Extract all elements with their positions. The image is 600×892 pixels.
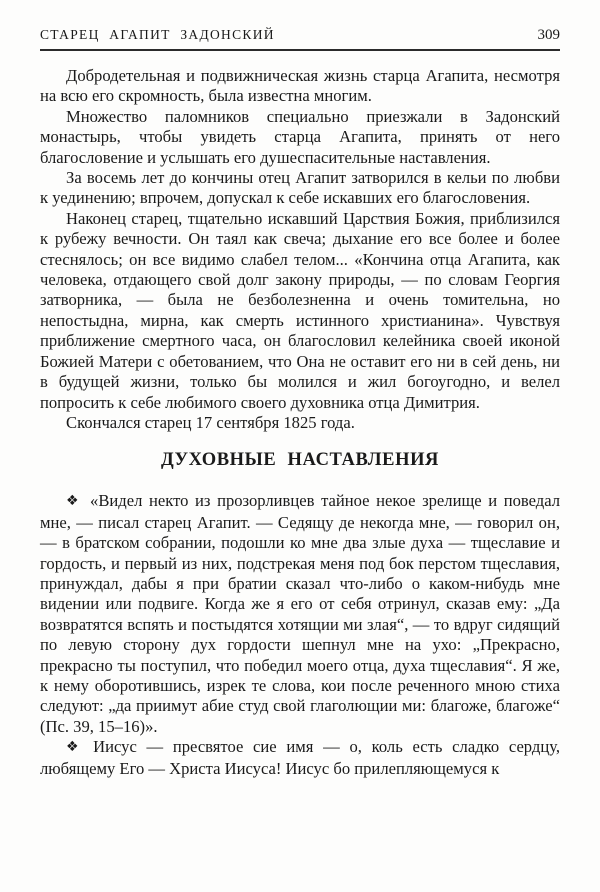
entry-text: Иисус — пресвятое сие имя — о, коль есть сладко сердцу, любящему Его — Христа Иисуса! Иисус бо прилепляющемуся к — [40, 737, 560, 778]
paragraph-virtue: Добродетельная и подвижническая жизнь старца Агапита, несмотря на всю его скромность, была известна многим. — [40, 66, 560, 106]
page-body — [40, 66, 560, 779]
paragraph-death-date: Скончался старец 17 сентября 1825 года. — [66, 412, 355, 432]
paragraph-pilgrims: Множество паломников специально приезжали в Задонский монастырь, чтобы увидеть старца Агапита, принять от него благословение и услышать его душеспасительные наставления. — [40, 106, 560, 167]
paragraph-seclusion: За восемь лет до кончины отец Агапит затворился в кельи по любви к уединению; впрочем, допускал к себе искавших его благословения. — [40, 168, 560, 208]
instruction-entry — [40, 737, 560, 779]
paragraph-death-approach: Наконец старец, тщательно искавший Царствия Божия, приблизился к рубежу вечности. Он таял как свеча; дыхание его все более и более стеснялось; он все видимо слабел телом... «Кончина отца Агапита, как человека, отдающего свой долг закону природы, — по словам Георгия затворника, — была не безболезненна и очень томительна, но непостыдна, мирна, как смерть истинного христианина». Чувствуя приближение смертного часа, он благословил келейника своей иконой Божией Матери с обетованием, что Она не оставит его ни в сей день, ни в будущей жизни, только бы молился и жил богоугодно, и велел попросить к себе любимого своего духовника отца Димитрия. — [40, 208, 560, 412]
entry-text: «Видел некто из прозорливцев тайное некое зрелище и поведал мне, — писал старец Агапит. — Седящу де некогда мне, — говорил он, — в братском собрании, подошли ко мне два злые духа — тщеславие и гордость, и первый из них, подстрекая меня под бок перстом тщеславия, принуждал, дабы я при братии сказал что-либо о каком-нибудь мне видении или подвиге. Когда же я его от себя отринул, сказав ему: „Да возвратятся вспять и постыдятся хотящии ми злая“, — то вдруг сидящий по левую сторону дух гордости шепнул мне на ухо: „Прекрасно, прекрасно ты поступил, что победил моего отца, духа тщеславия“. Я же, к нему оборотившись, изрек те слова, кои после реченного мною стиха следуют: „да приимут абие студ свой глаголющии ми: благоже, благоже“ (Пс. 39, 15–16)». — [40, 491, 560, 736]
section-heading: ДУХОВНЫЕ НАСТАВЛЕНИЯ — [160, 450, 440, 471]
running-title: СТАРЕЦ АГАПИТ ЗАДОНСКИЙ — [40, 27, 275, 42]
instruction-entry — [40, 491, 560, 737]
page-number: 309 — [537, 27, 560, 43]
diamond-bullet-icon: ❖ — [66, 493, 82, 510]
diamond-bullet-icon: ❖ — [66, 739, 85, 756]
running-header — [40, 27, 560, 51]
